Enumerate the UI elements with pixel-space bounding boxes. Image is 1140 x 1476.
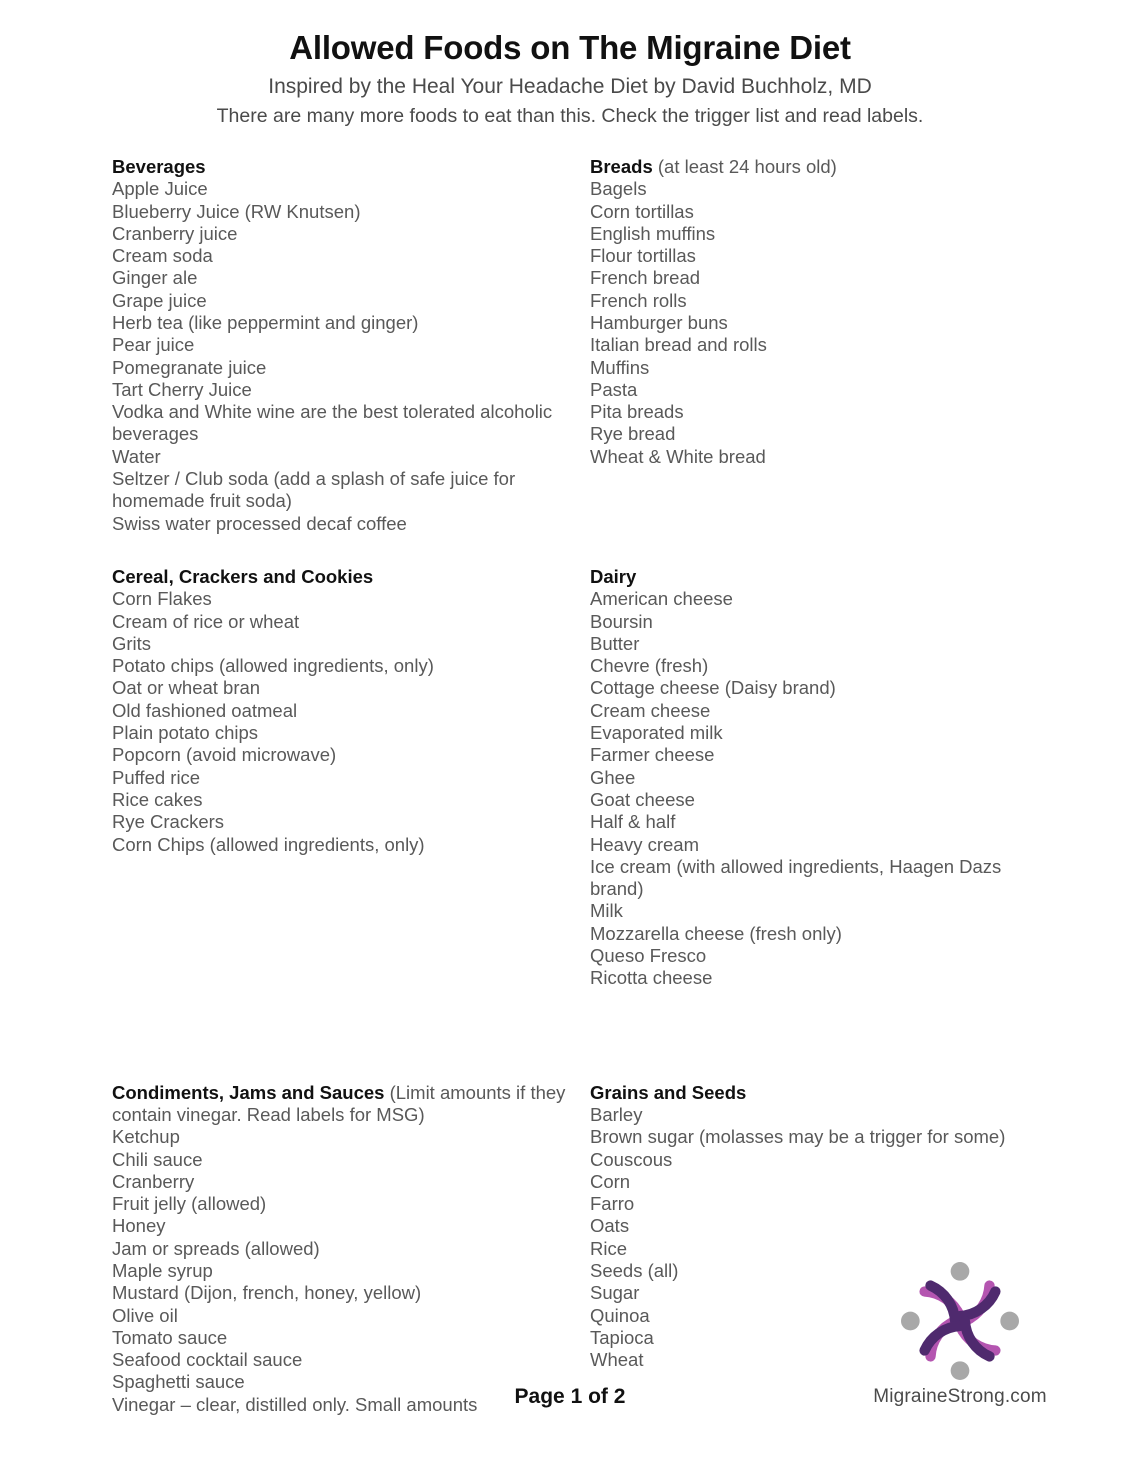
- section-heading-beverages: [112, 156, 590, 178]
- food-list-item: Couscous: [590, 1148, 673, 1170]
- subtitle-disclaimer: There are many more foods to eat than this. Check the trigger list and read labels.: [216, 104, 924, 127]
- food-list-item: French bread: [590, 267, 701, 289]
- food-list-item: Pasta: [590, 378, 638, 400]
- food-list-item: Herb tea (like peppermint and ginger): [112, 312, 419, 333]
- food-list-item: Mustard (Dijon, french, honey, yellow): [112, 1282, 422, 1304]
- food-list-item: Oats: [590, 1215, 630, 1237]
- heading-text: Cereal, Crackers and Cookies: [112, 565, 374, 587]
- food-list-item: Rice: [590, 1237, 628, 1259]
- food-list-item: Apple Juice: [112, 178, 208, 200]
- page-title: Allowed Foods on The Migraine Diet: [289, 29, 851, 66]
- heading-text: Beverages: [112, 155, 206, 177]
- food-list-item: Corn Chips (allowed ingredients, only): [112, 833, 425, 855]
- food-list-item: Half & half: [590, 811, 676, 833]
- food-list-item: Rye bread: [590, 423, 676, 445]
- food-list-item: Goat cheese: [590, 788, 695, 810]
- food-list-item: Corn: [590, 1170, 631, 1192]
- food-list-item: Evaporated milk: [590, 722, 723, 744]
- food-list-item: Rye Crackers: [112, 811, 225, 833]
- food-list-item: Seafood cocktail sauce: [112, 1349, 303, 1371]
- food-list-item: Muffins: [590, 356, 650, 378]
- brand-website-text: MigraineStrong.com: [873, 1386, 1047, 1407]
- food-list-item: Cream soda: [112, 245, 213, 267]
- food-list-item: Pita breads: [590, 401, 684, 423]
- food-list-item: Swiss water processed decaf coffee: [112, 512, 407, 534]
- food-list-item: Ghee: [590, 766, 636, 788]
- page-number: Page 1 of 2: [514, 1385, 626, 1408]
- section-dairy: [590, 566, 1045, 990]
- food-list-item: Vodka and White wine are the best tolerated alcoholic beverages: [112, 401, 553, 445]
- section-condiments-jams-sauces: [112, 1082, 590, 1416]
- logo-petals: [925, 1286, 996, 1357]
- food-list-item: Maple syrup: [112, 1259, 213, 1281]
- food-list-dairy: [590, 588, 1045, 989]
- food-list-item: Fruit jelly (allowed): [112, 1193, 267, 1215]
- food-list-condiments-jams-sauces: [112, 1126, 590, 1416]
- food-columns: [0, 156, 1140, 1416]
- food-list-item: Olive oil: [112, 1304, 178, 1326]
- migraine-strong-pinwheel-logo-icon: [900, 1262, 1020, 1380]
- section-heading-condiments-jams-sauces: [112, 1082, 590, 1127]
- section-breads: [590, 156, 1045, 535]
- food-list-item: Old fashioned oatmeal: [112, 699, 298, 721]
- food-list-item: Spaghetti sauce: [112, 1371, 245, 1393]
- food-list-item: Pear juice: [112, 334, 195, 356]
- section-cereal-crackers-cookies: [112, 566, 590, 990]
- section-heading-dairy: [590, 566, 1045, 588]
- heading-text: Condiments, Jams and Sauces: [112, 1081, 385, 1103]
- heading-text: Breads: [590, 155, 653, 177]
- food-list-item: Italian bread and rolls: [590, 334, 767, 356]
- food-list-item: Seltzer / Club soda (add a splash of safe juice for homemade fruit soda): [112, 468, 516, 512]
- food-list-item: Sugar: [590, 1282, 640, 1304]
- food-list-item: Tomato sauce: [112, 1326, 228, 1348]
- food-list-item: Rice cakes: [112, 788, 203, 810]
- brand-footer: [865, 1262, 1055, 1408]
- food-list-item: Honey: [112, 1215, 166, 1237]
- food-list-item: Jam or spreads (allowed): [112, 1237, 320, 1259]
- food-list-item: Corn tortillas: [590, 200, 694, 222]
- food-list-item: Vinegar – clear, distilled only. Small amounts: [112, 1393, 478, 1415]
- food-list-item: Wheat & White bread: [590, 445, 766, 467]
- food-list-item: Bagels: [590, 178, 647, 200]
- section-beverages: [112, 156, 590, 535]
- food-list-item: Plain potato chips: [112, 722, 259, 744]
- food-list-breads: [590, 178, 1045, 468]
- food-list-item: Ginger ale: [112, 267, 198, 289]
- food-list-item: Blueberry Juice (RW Knutsen): [112, 200, 361, 222]
- section-heading-grains-and-seeds: [590, 1082, 1045, 1104]
- food-list-item: Chili sauce: [112, 1148, 203, 1170]
- food-list-item: Oat or wheat bran: [112, 677, 261, 699]
- food-list-item: Milk: [590, 900, 623, 922]
- food-list-item: Queso Fresco: [590, 945, 707, 967]
- heading-note: (at least 24 hours old): [652, 155, 837, 177]
- food-list-item: Farmer cheese: [590, 744, 715, 766]
- food-list-item: Cranberry juice: [112, 222, 238, 244]
- food-list-item: Seeds (all): [590, 1259, 679, 1281]
- document-header: [0, 30, 1140, 128]
- food-list-item: Pomegranate juice: [112, 356, 267, 378]
- food-list-item: Wheat: [590, 1349, 644, 1371]
- food-list-item: Potato chips (allowed ingredients, only): [112, 655, 434, 677]
- food-list-item: Boursin: [590, 610, 653, 632]
- section-heading-cereal-crackers-cookies: [112, 566, 590, 588]
- food-list-item: Grape juice: [112, 289, 207, 311]
- food-list-item: Grits: [112, 632, 152, 654]
- food-list-item: Hamburger buns: [590, 312, 728, 333]
- heading-note: (Limit amounts if they contain vinegar. Read labels for MSG): [112, 1081, 566, 1125]
- food-list-item: Flour tortillas: [590, 245, 696, 267]
- food-list-item: Heavy cream: [590, 833, 699, 855]
- food-list-item: French rolls: [590, 289, 687, 311]
- heading-text: Grains and Seeds: [590, 1081, 747, 1103]
- food-list-beverages: [112, 178, 590, 535]
- food-list-item: Tapioca: [590, 1326, 654, 1348]
- food-list-item: Quinoa: [590, 1304, 650, 1326]
- food-list-item: Farro: [590, 1193, 635, 1215]
- food-list-item: Ricotta cheese: [590, 967, 713, 989]
- food-list-item: Popcorn (avoid microwave): [112, 744, 337, 766]
- food-list-item: English muffins: [590, 222, 716, 244]
- food-list-item: Cream cheese: [590, 699, 711, 721]
- food-list-item: Barley: [590, 1103, 643, 1125]
- food-list-item: Cream of rice or wheat: [112, 610, 300, 632]
- food-list-item: Cottage cheese (Daisy brand): [590, 677, 836, 699]
- food-list-cereal-crackers-cookies: [112, 588, 590, 856]
- heading-text: Dairy: [590, 565, 637, 587]
- food-list-item: Cranberry: [112, 1170, 195, 1192]
- food-list-item: Ketchup: [112, 1126, 180, 1148]
- food-list-item: Water: [112, 445, 161, 467]
- section-heading-breads: [590, 156, 1045, 178]
- food-list-item: Butter: [590, 632, 640, 654]
- food-list-item: Ice cream (with allowed ingredients, Haagen Dazs brand): [590, 855, 1002, 900]
- food-list-item: Chevre (fresh): [590, 655, 709, 677]
- food-list-item: American cheese: [590, 588, 733, 610]
- food-list-item: Puffed rice: [112, 766, 201, 788]
- food-list-item: Mozzarella cheese (fresh only): [590, 922, 842, 944]
- food-list-item: Tart Cherry Juice: [112, 378, 252, 400]
- food-list-item: Corn Flakes: [112, 588, 212, 610]
- food-list-item: Brown sugar (molasses may be a trigger for some): [590, 1126, 1006, 1148]
- subtitle-inspired-by: Inspired by the Heal Your Headache Diet by David Buchholz, MD: [268, 75, 872, 99]
